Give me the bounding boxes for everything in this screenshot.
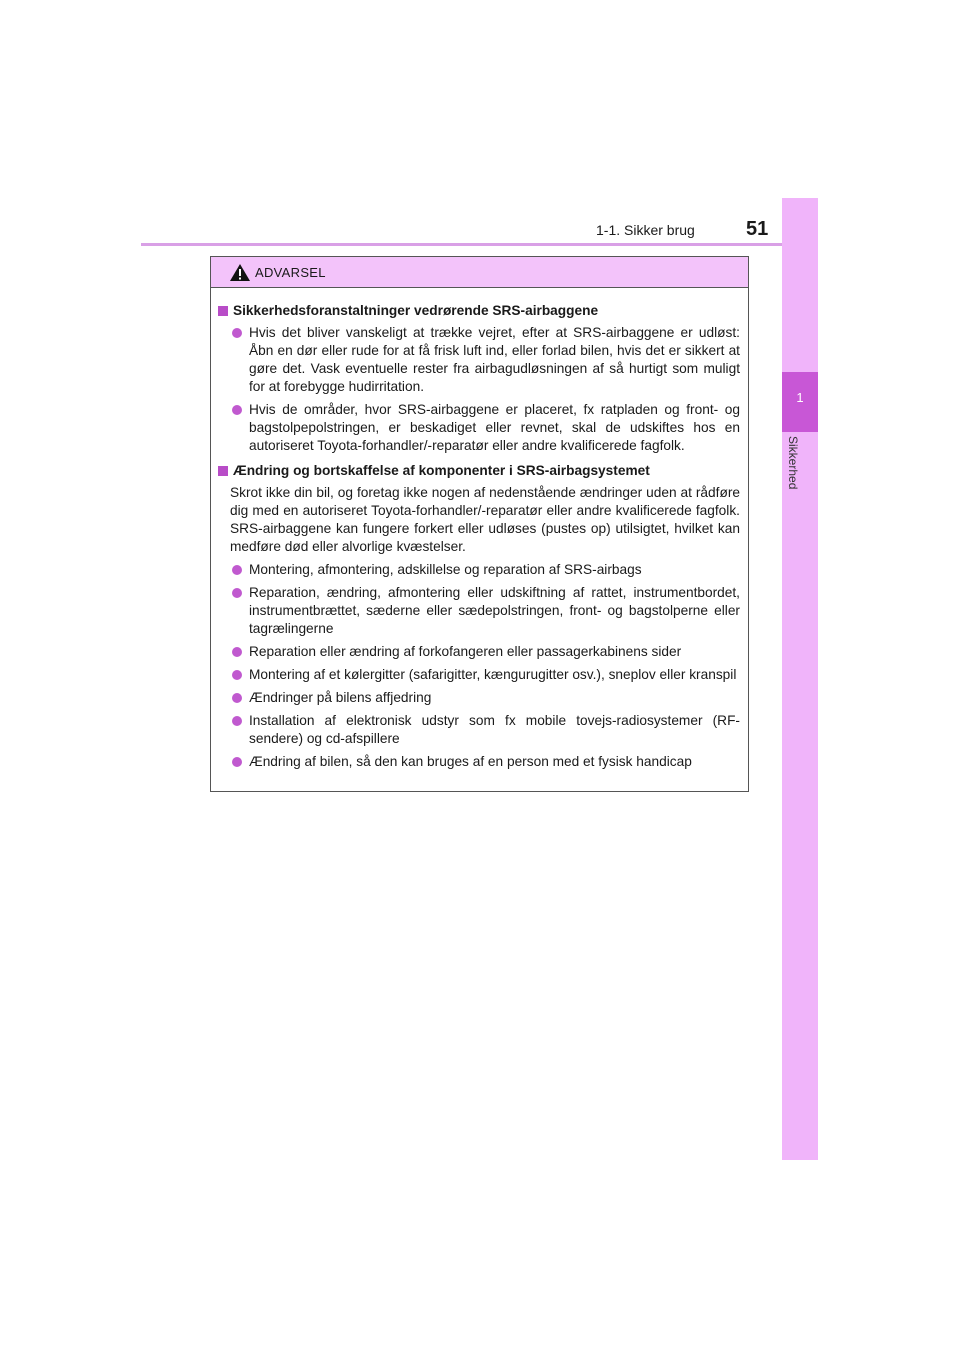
list-item-text: Reparation, ændring, afmontering eller udskiftning af rattet, instrumentbordet, instrumentbrættet, sæderne eller sædepolstringen, front- og bagstolperne eller tagrælingerne <box>249 585 740 636</box>
warning-title: ADVARSEL <box>255 265 326 280</box>
list-item <box>218 561 740 579</box>
list-item <box>218 712 740 748</box>
chapter-label: Sikkerhed <box>786 436 800 490</box>
bullet-icon <box>232 757 242 767</box>
list-item-text: Montering, afmontering, adskillelse og reparation af SRS-airbags <box>249 562 642 577</box>
list-item <box>218 753 740 771</box>
list-item <box>218 666 740 684</box>
list-item <box>218 584 740 638</box>
list-item-text: Ændring af bilen, så den kan bruges af en person med et fysisk handicap <box>249 754 692 769</box>
list-item <box>218 401 740 455</box>
section-heading-text: Sikkerhedsforanstaltninger vedrørende SRS-airbaggene <box>233 303 599 318</box>
section-heading-text: Ændring og bortskaffelse af komponenter i SRS-airbagsystemet <box>233 463 650 478</box>
bullet-icon <box>232 565 242 575</box>
bullet-icon <box>232 716 242 726</box>
bullet-icon <box>232 588 242 598</box>
section-heading <box>218 462 740 480</box>
bullet-icon <box>232 670 242 680</box>
square-bullet-icon <box>218 306 228 316</box>
list-item-text: Installation af elektronisk udstyr som fx mobile tovejs-radiosystemer (RF-sendere) og cd-afspillere <box>249 713 740 746</box>
header-rule <box>141 243 818 246</box>
list-item-text: Ændringer på bilens affjedring <box>249 690 432 705</box>
list-item <box>218 689 740 707</box>
list-item-text: Reparation eller ændring af forkofangeren eller passagerkabinens sider <box>249 644 682 659</box>
warning-triangle-icon <box>229 263 251 282</box>
chapter-number: 1 <box>796 390 804 405</box>
warning-box <box>210 256 749 792</box>
bullet-icon <box>232 405 242 415</box>
page-number: 51 <box>746 218 769 240</box>
bullet-icon <box>232 328 242 338</box>
section-title: 1-1. Sikker brug <box>596 222 695 238</box>
list-item <box>218 643 740 661</box>
warning-header <box>211 257 748 288</box>
list-item-text: Hvis det bliver vanskeligt at trække vejret, efter at SRS-airbaggene er udløst: Åbn en dør eller rude for at få frisk luft ind, eller forlad bilen, hvis det er sikkert at gøre det. Vask eventuelle rester fra airbagudløsningen af så hurtigt som muligt for at forebygge hudirritation. <box>249 325 740 394</box>
chapter-side-tab <box>782 198 818 1160</box>
list-item-text: Hvis de områder, hvor SRS-airbaggene er placeret, fx ratpladen og front- og bagstolpepolstringen, er beskadiget eller revnet, skal de udskiftes hos en autoriseret Toyota-forhandler/-reparatør eller andre kvalificerede fagfolk. <box>249 402 740 453</box>
bullet-icon <box>232 647 242 657</box>
section-heading <box>218 302 740 320</box>
list-item <box>218 324 740 396</box>
square-bullet-icon <box>218 466 228 476</box>
bullet-icon <box>232 693 242 703</box>
section-paragraph: Skrot ikke din bil, og foretag ikke nogen af nedenstående ændringer uden at rådføre dig med en autoriseret Toyota-forhandler/-reparatør eller andre kvalificerede fagfolk. SRS-airbaggene kan fungere forkert eller udløses (pustes op) utilsigtet, hvilket kan medføre død eller alvorlige kvæstelser. <box>230 485 740 554</box>
warning-body <box>211 288 748 771</box>
list-item-text: Montering af et kølergitter (safarigitter, kængurugitter osv.), sneplov eller kranspil <box>249 667 737 682</box>
